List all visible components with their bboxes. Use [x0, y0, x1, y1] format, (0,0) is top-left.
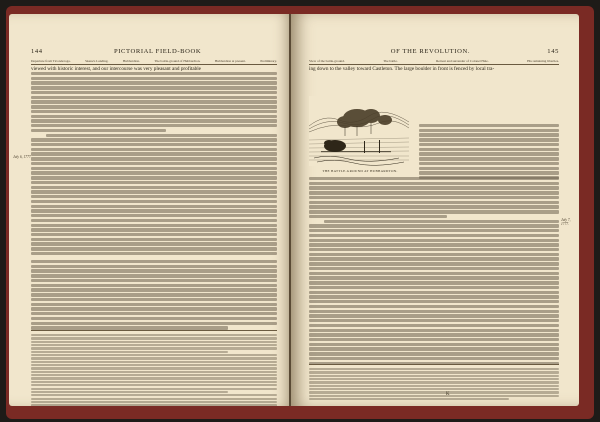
text-line	[309, 305, 559, 308]
text-line	[419, 162, 559, 165]
left-side-head: Skene's Landing.	[85, 59, 109, 63]
text-line	[419, 152, 559, 155]
text-line	[309, 215, 447, 218]
text-line	[419, 171, 559, 174]
text-line	[31, 341, 277, 343]
text-line	[31, 200, 277, 203]
text-line	[309, 333, 559, 336]
text-line	[309, 182, 559, 185]
text-line	[31, 279, 277, 282]
text-line	[31, 317, 277, 320]
text-line	[309, 267, 559, 270]
text-line	[31, 361, 277, 363]
left-side-head: Hubbardton at present.	[214, 59, 246, 63]
text-line	[31, 322, 277, 325]
text-line	[31, 162, 277, 165]
right-wrap-text	[419, 124, 559, 181]
text-line	[31, 186, 277, 189]
right-wrap-lines	[419, 124, 559, 179]
text-line	[419, 129, 559, 132]
text-line	[309, 324, 559, 327]
signature-mark: K	[446, 392, 450, 397]
footnote-rule	[309, 364, 559, 365]
text-line	[31, 303, 277, 306]
text-line	[309, 398, 509, 400]
text-line	[309, 343, 559, 346]
text-line	[31, 351, 228, 353]
text-line	[309, 257, 559, 260]
text-line	[31, 367, 277, 369]
text-line	[309, 310, 559, 313]
text-line	[31, 312, 277, 315]
text-line	[31, 171, 277, 174]
text-line	[31, 398, 277, 400]
text-line	[31, 119, 277, 122]
text-line	[309, 210, 559, 213]
left-body-text-lower	[31, 260, 277, 331]
text-line	[309, 388, 559, 390]
text-line	[31, 394, 277, 396]
text-line	[419, 167, 559, 170]
text-line	[31, 115, 277, 118]
text-line	[309, 314, 559, 317]
left-running-title: PICTORIAL FIELD-BOOK	[113, 48, 202, 55]
text-line	[31, 377, 277, 379]
text-line	[419, 138, 559, 141]
text-line	[31, 190, 277, 193]
text-line	[309, 378, 559, 380]
text-line	[31, 176, 277, 179]
text-line	[31, 374, 277, 376]
text-line	[31, 269, 277, 272]
text-line	[31, 274, 277, 277]
text-line	[419, 124, 559, 127]
text-line	[31, 381, 277, 383]
text-line	[31, 148, 277, 151]
text-line	[309, 191, 559, 194]
text-line	[309, 224, 559, 227]
text-line	[31, 265, 277, 268]
text-line	[324, 220, 559, 223]
text-line	[309, 300, 559, 303]
text-line	[31, 138, 277, 141]
text-line	[31, 205, 277, 208]
text-line	[31, 293, 277, 296]
right-footnote-lines	[309, 368, 559, 400]
text-line	[309, 205, 559, 208]
text-line	[31, 110, 277, 113]
text-line	[31, 105, 277, 108]
engraving-illustration-icon	[309, 96, 409, 166]
text-line	[309, 385, 559, 387]
text-line	[31, 344, 277, 346]
left-paragraph-lines	[31, 72, 277, 255]
right-side-head: View of the battle-ground.	[309, 59, 345, 63]
text-line	[31, 371, 277, 373]
text-line	[309, 368, 559, 370]
text-line	[31, 224, 277, 227]
text-line	[419, 143, 559, 146]
text-line	[309, 262, 559, 265]
text-line	[31, 77, 277, 80]
text-line	[419, 133, 559, 136]
engraving-caption: THE BATTLE-GROUND AT HUBBARDTON.	[322, 169, 398, 173]
text-line	[309, 395, 559, 397]
text-line	[31, 404, 277, 406]
text-line	[31, 391, 228, 393]
right-margin-note: July 7, 1777.	[561, 218, 571, 226]
text-line	[31, 288, 277, 291]
right-running-head	[309, 48, 559, 55]
text-line	[31, 347, 277, 349]
right-paragraph-lines	[309, 177, 559, 365]
left-margin-note: July 6, 1777.	[13, 155, 32, 159]
text-line	[309, 276, 559, 279]
text-line	[309, 229, 559, 232]
text-line	[309, 371, 559, 373]
left-side-heads	[31, 59, 277, 65]
text-line	[309, 239, 559, 242]
text-line	[31, 86, 277, 89]
text-line	[31, 228, 277, 231]
text-line	[31, 260, 277, 263]
text-line	[309, 319, 559, 322]
text-line	[419, 157, 559, 160]
text-line	[309, 391, 559, 393]
text-line	[31, 354, 277, 356]
left-side-head: Departure from Ticonderoga.	[31, 59, 71, 63]
text-line	[31, 157, 277, 160]
left-page-number: 144	[31, 48, 43, 55]
left-body-text	[31, 66, 277, 257]
text-line	[309, 281, 559, 284]
right-body-text	[309, 177, 559, 366]
footnote-rule	[31, 330, 277, 331]
left-first-line: viewed with historic interest, and our intercourse was very pleasant and profitable	[31, 66, 201, 72]
left-page	[9, 14, 292, 406]
text-line	[31, 388, 277, 390]
right-first-line: ing down to the valley toward Castleton. The large boulder in front is fenced by local tra-	[309, 66, 495, 72]
left-side-head: Hubbardton.	[122, 59, 140, 63]
left-side-head: The battle-ground of Hubbardton.	[154, 59, 201, 63]
right-side-head: His remaining liberties.	[527, 59, 559, 63]
text-line	[31, 238, 277, 241]
right-running-title: OF THE REVOLUTION.	[390, 48, 471, 55]
right-page-number: 145	[547, 48, 559, 55]
text-line	[309, 177, 559, 180]
left-footnotes	[31, 334, 277, 406]
right-side-head: The battle.	[383, 59, 398, 63]
text-line	[309, 375, 559, 377]
text-line	[309, 286, 559, 289]
text-line	[31, 242, 277, 245]
text-line	[309, 329, 559, 332]
text-line	[309, 243, 559, 246]
text-line	[31, 96, 277, 99]
text-line	[309, 234, 559, 237]
text-line	[31, 143, 277, 146]
left-running-spacer	[272, 48, 277, 55]
text-line	[31, 72, 277, 75]
text-line	[31, 152, 277, 155]
text-line	[31, 167, 277, 170]
text-line	[31, 247, 277, 250]
text-line	[31, 91, 277, 94]
text-line	[309, 186, 559, 189]
text-line	[31, 337, 277, 339]
left-paragraph-lines-lower	[31, 260, 277, 330]
right-running-spacer	[309, 48, 314, 55]
text-line	[309, 201, 559, 204]
right-first-line-block	[309, 66, 559, 72]
right-page	[291, 14, 579, 406]
text-line	[309, 291, 559, 294]
text-line	[31, 298, 277, 301]
text-line	[309, 196, 559, 199]
text-line	[31, 129, 166, 132]
left-side-head: Preliminary.	[260, 59, 277, 63]
text-line	[31, 334, 277, 336]
text-line	[31, 100, 277, 103]
right-footnotes	[309, 368, 559, 401]
text-line	[31, 364, 277, 366]
text-line	[31, 209, 277, 212]
text-line	[309, 357, 559, 360]
text-line	[31, 81, 277, 84]
text-line	[31, 219, 277, 222]
text-line	[309, 338, 559, 341]
text-line	[309, 295, 559, 298]
text-line	[46, 134, 277, 137]
text-line	[31, 195, 277, 198]
text-line	[419, 148, 559, 151]
text-line	[309, 352, 559, 355]
text-line	[31, 284, 277, 287]
text-line	[309, 272, 559, 275]
text-line	[31, 181, 277, 184]
text-line	[31, 384, 277, 386]
text-line	[31, 357, 277, 359]
text-line	[31, 307, 277, 310]
right-side-head: Retreat and surrender of Colonel Hale.	[436, 59, 489, 63]
text-line	[309, 253, 559, 256]
text-line	[31, 214, 277, 217]
right-side-heads	[309, 59, 559, 65]
text-line	[31, 233, 277, 236]
left-footnote-lines	[31, 334, 277, 406]
text-line	[309, 248, 559, 251]
left-running-head	[31, 48, 277, 55]
text-line	[31, 252, 277, 255]
text-line	[309, 381, 559, 383]
text-line	[31, 401, 277, 403]
text-line	[31, 124, 277, 127]
text-line	[309, 347, 559, 350]
